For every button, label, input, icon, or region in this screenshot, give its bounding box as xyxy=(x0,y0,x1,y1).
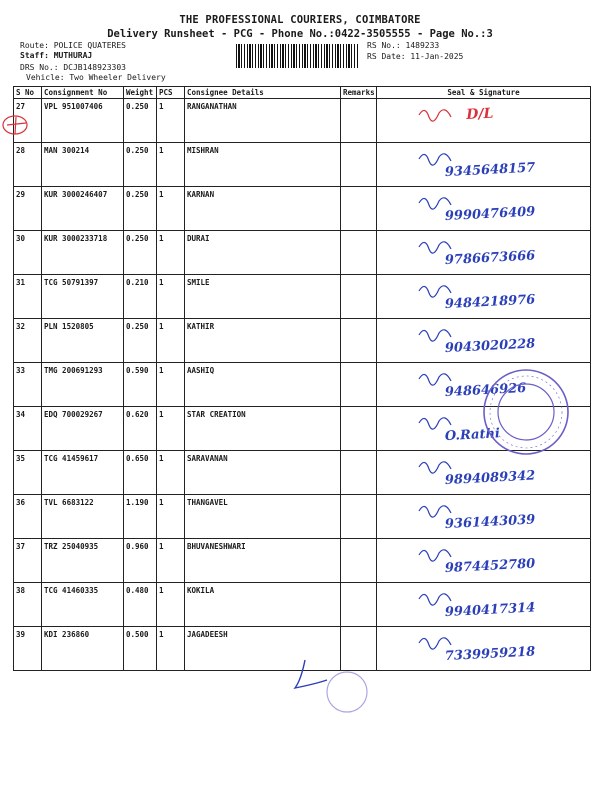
consignee-name: KARNAN xyxy=(185,187,341,231)
consignee-name: BHUVANESHWARI xyxy=(185,539,341,583)
row-weight: 1.190 xyxy=(124,495,157,539)
row-remarks xyxy=(341,407,377,451)
row-weight: 0.250 xyxy=(124,231,157,275)
row-weight: 0.590 xyxy=(124,363,157,407)
row-remarks xyxy=(341,99,377,143)
handwritten-signature xyxy=(377,319,536,359)
table-row xyxy=(14,539,591,583)
table-row xyxy=(14,187,591,231)
row-weight: 0.650 xyxy=(124,451,157,495)
row-pcs: 1 xyxy=(157,99,185,143)
row-pcs: 1 xyxy=(157,583,185,627)
handwritten-signature xyxy=(377,143,536,183)
consignee-name: SARAVANAN xyxy=(185,451,341,495)
signature-text: 9894089342 xyxy=(444,468,536,489)
row-pcs: 1 xyxy=(157,143,185,187)
handwritten-signature xyxy=(377,187,536,227)
row-remarks xyxy=(341,143,377,187)
handwritten-signature xyxy=(377,583,536,623)
signature-text: 9786673666 xyxy=(444,248,536,269)
row-remarks xyxy=(341,539,377,583)
consignee-name: JAGADEESH xyxy=(185,627,341,671)
signature-cell xyxy=(377,539,591,583)
company-title: THE PROFESSIONAL COURIERS, COIMBATORE xyxy=(179,14,421,26)
row-pcs: 1 xyxy=(157,495,185,539)
staff-label: Staff: MUTHURAJ xyxy=(20,51,93,60)
consignment-number: VPL 951007406 xyxy=(42,99,124,143)
consignment-number: EDQ 700029267 xyxy=(42,407,124,451)
col-header-sno: S No xyxy=(14,87,42,99)
consignee-name: STAR CREATION xyxy=(185,407,341,451)
consignment-number: PLN 1520805 xyxy=(42,319,124,363)
consignee-name: MISHRAN xyxy=(185,143,341,187)
row-pcs: 1 xyxy=(157,363,185,407)
row-sno: 38 xyxy=(14,583,42,627)
row-sno: 37 xyxy=(14,539,42,583)
row-remarks xyxy=(341,363,377,407)
vehicle-label: Vehicle: Two Wheeler Delivery xyxy=(26,73,166,82)
consignment-number: TRZ 25040935 xyxy=(42,539,124,583)
runsheet-subtitle: Delivery Runsheet - PCG - Phone No.:0422-3505555 - Page No.:3 xyxy=(107,28,493,40)
consignee-name: KOKILA xyxy=(185,583,341,627)
signature-text: 9484218976 xyxy=(444,292,536,313)
row-sno: 27 xyxy=(14,99,42,143)
signature-text: 9940417314 xyxy=(444,600,536,621)
row-weight: 0.250 xyxy=(124,99,157,143)
row-remarks xyxy=(341,583,377,627)
consignee-name: KATHIR xyxy=(185,319,341,363)
row-sno: 33 xyxy=(14,363,42,407)
signature-text: O.Rathi xyxy=(444,426,501,445)
row-sno: 29 xyxy=(14,187,42,231)
row-remarks xyxy=(341,275,377,319)
row-pcs: 1 xyxy=(157,451,185,495)
table-row xyxy=(14,143,591,187)
handwritten-signature xyxy=(377,627,536,667)
row-pcs: 1 xyxy=(157,539,185,583)
signature-text: D/L xyxy=(465,105,494,124)
signature-cell xyxy=(377,99,591,143)
signature-cell xyxy=(377,627,591,671)
row-weight: 0.480 xyxy=(124,583,157,627)
row-sno: 39 xyxy=(14,627,42,671)
handwritten-signature xyxy=(377,231,536,271)
rs-date: RS Date: 11-Jan-2025 xyxy=(367,52,464,61)
col-header-remarks: Remarks xyxy=(341,87,377,99)
signature-text: 7339959218 xyxy=(444,644,536,665)
row-pcs: 1 xyxy=(157,319,185,363)
signature-cell xyxy=(377,187,591,231)
consignment-number: TCG 50791397 xyxy=(42,275,124,319)
handwritten-signature xyxy=(377,539,536,579)
consignment-number: KUR 3000246407 xyxy=(42,187,124,231)
table-row xyxy=(14,583,591,627)
row-remarks xyxy=(341,187,377,231)
row-sno: 36 xyxy=(14,495,42,539)
consignment-number: TCG 41459617 xyxy=(42,451,124,495)
table-row xyxy=(14,495,591,539)
row-sno: 30 xyxy=(14,231,42,275)
row-remarks xyxy=(341,231,377,275)
row-weight: 0.250 xyxy=(124,143,157,187)
row-weight: 0.960 xyxy=(124,539,157,583)
consignment-number: TVL 6683122 xyxy=(42,495,124,539)
signature-cell xyxy=(377,143,591,187)
row-weight: 0.620 xyxy=(124,407,157,451)
consignee-name: DURAI xyxy=(185,231,341,275)
row-sno: 32 xyxy=(14,319,42,363)
row-pcs: 1 xyxy=(157,187,185,231)
consignment-number: KDI 236860 xyxy=(42,627,124,671)
row-weight: 0.500 xyxy=(124,627,157,671)
handwritten-signature xyxy=(377,275,536,315)
barcode xyxy=(236,44,358,68)
handwritten-signature xyxy=(377,495,536,535)
signature-cell xyxy=(377,583,591,627)
drs-number: DRS No.: DCJB148923303 xyxy=(20,63,126,72)
row-weight: 0.250 xyxy=(124,187,157,231)
consignment-number: TMG 200691293 xyxy=(42,363,124,407)
consignment-number: TCG 41460335 xyxy=(42,583,124,627)
consignment-number: MAN 300214 xyxy=(42,143,124,187)
col-header-consignee: Consignee Details xyxy=(185,87,341,99)
consignee-name: AASHIQ xyxy=(185,363,341,407)
row-pcs: 1 xyxy=(157,627,185,671)
row-sno: 28 xyxy=(14,143,42,187)
consignee-name: SMILE xyxy=(185,275,341,319)
consignee-name: THANGAVEL xyxy=(185,495,341,539)
row-sno: 34 xyxy=(14,407,42,451)
signature-cell xyxy=(377,495,591,539)
red-margin-mark xyxy=(0,112,36,138)
route-label: Route: POLICE QUATERES xyxy=(20,41,126,50)
table-row xyxy=(14,231,591,275)
signature-cell xyxy=(377,275,591,319)
col-header-consignment: Consignment No xyxy=(42,87,124,99)
col-header-signature: Seal & Signature xyxy=(377,87,591,99)
table-row xyxy=(14,99,591,143)
signature-text: 9990476409 xyxy=(444,204,536,225)
col-header-pcs: PCS xyxy=(157,87,185,99)
table-row xyxy=(14,319,591,363)
signature-cell xyxy=(377,231,591,275)
row-pcs: 1 xyxy=(157,231,185,275)
footer-signature xyxy=(275,650,385,720)
signature-text: 9874452780 xyxy=(444,556,536,577)
company-seal-stamp xyxy=(478,364,574,460)
rs-number: RS No.: 1489233 xyxy=(367,41,440,50)
handwritten-signature xyxy=(377,99,513,139)
col-header-weight: Weight xyxy=(124,87,157,99)
signature-cell xyxy=(377,319,591,363)
row-remarks xyxy=(341,451,377,495)
row-sno: 31 xyxy=(14,275,42,319)
consignment-number: KUR 3000233718 xyxy=(42,231,124,275)
signature-text: 9361443039 xyxy=(444,512,536,533)
row-weight: 0.210 xyxy=(124,275,157,319)
row-remarks xyxy=(341,495,377,539)
signature-text: 948646926 xyxy=(444,380,527,401)
table-row xyxy=(14,275,591,319)
row-pcs: 1 xyxy=(157,275,185,319)
row-sno: 35 xyxy=(14,451,42,495)
signature-text: 9345648157 xyxy=(444,160,536,181)
consignee-name: RANGANATHAN xyxy=(185,99,341,143)
row-remarks xyxy=(341,319,377,363)
signature-text: 9043020228 xyxy=(444,336,536,357)
row-pcs: 1 xyxy=(157,407,185,451)
table-header-row xyxy=(14,87,591,99)
row-weight: 0.250 xyxy=(124,319,157,363)
